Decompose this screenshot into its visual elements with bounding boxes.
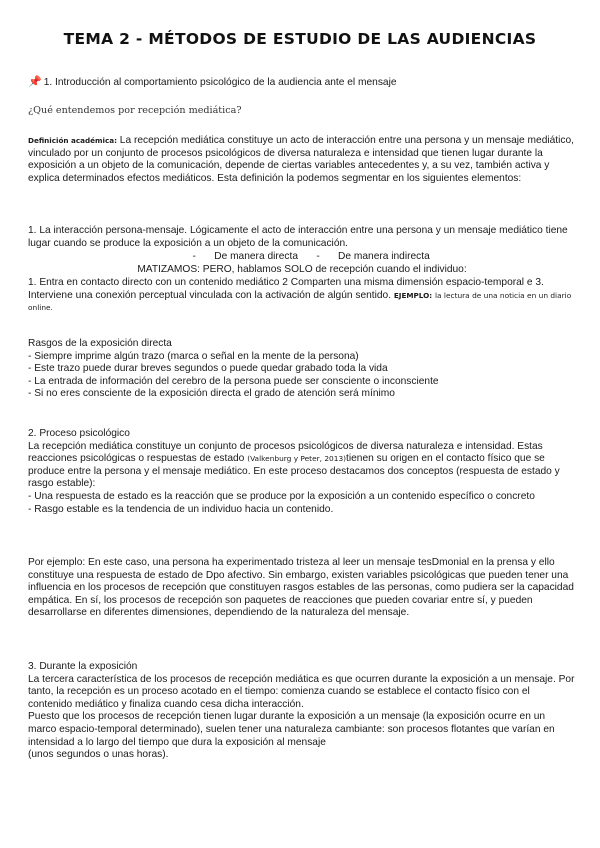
example-label: EJEMPLO: (393, 290, 433, 300)
list-item: - Siempre imprime algún trazo (marca o señal en la mente de la persona) (28, 350, 359, 362)
interaction-list: - De manera directa - De manera indirecta (192, 251, 430, 262)
conditions-text: 1. Entra en contacto directo con un contenido mediático 2 Comparten una misma dimensión espacio-temporal e 3. Interviene una conexión perceptual vinculada con la activación de algún sentido. (28, 277, 544, 301)
list-item: - Si no eres consciente de la exposición directa el grado de atención será mínimo (28, 388, 395, 400)
durante-section (28, 661, 576, 762)
list-item: - Una respuesta de estado es la reacción que se produce por la exposición a un contenido específico o concreto (28, 490, 535, 502)
rasgos-section (28, 338, 576, 401)
proceso-text-after: tienen su origen en el contacto físico que se produce entre la persona y el mensaje mediático. En este proceso destacamos dos conceptos (respuesta de estado y rasgo estable): (28, 453, 560, 490)
interaction-item-direct: De manera directa (214, 251, 299, 262)
proceso-citation: (Valkenburg y Peter, 2013) (247, 454, 347, 464)
rasgos-heading: Rasgos de la exposición directa (28, 338, 172, 349)
list-item: - La entrada de información del cerebro de la persona puede ser consciente o inconsciente (28, 375, 439, 387)
definition-paragraph (28, 135, 576, 185)
example-text: la lectura de una noticia en un diario online. (28, 290, 572, 313)
interaction-paragraph: 1. La interacción persona-mensaje. Lógicamente el acto de interacción entre una persona y un mensaje mediático tiene lugar cuando se produce la exposición a un objeto de la comunicación. (28, 225, 568, 249)
durante-paragraph-2: Puesto que los procesos de recepción tienen lugar durante la exposición a un mensaje (la exposición ocurre en un marco espacio-temporal determinado), suelen tener una naturaleza cambiante: son procesos flotantes que varían en intensidad a lo largo del tiempo que dura la exposición al mensaje (28, 711, 555, 748)
proceso-text-before: La recepción mediática constituye un conjunto de procesos psicológicos de diversa naturaleza e intensidad. Estas reacciones psicológicas o respuestas de estado (28, 440, 543, 465)
pushpin-icon: 📌 (28, 76, 42, 88)
proceso-section (28, 428, 576, 516)
question-line: ¿Qué entendemos por recepción mediática? (28, 105, 242, 116)
durante-heading: 3. Durante la exposición (28, 661, 138, 672)
matizamos-line: MATIZAMOS: PERO, hablamos SOLO de recepción cuando el individuo: (137, 264, 467, 275)
list-item: - Rasgo estable es la tendencia de un individuo hacia un contenido. (28, 503, 334, 515)
ejemplo-paragraph: Por ejemplo: En este caso, una persona ha experimentado tristeza al leer un mensaje tesDmonial en la prensa y ello constituye una respuesta de estado de Dpo afectivo. Sin embargo, existen variables psicológicas que pueden tener una influencia en los procesos de recepción que constituyen rasgos estables de las personas, como pudiera ser la capacidad empática. En sí, los procesos de recepción son paquetes de reacciones que pueden covariar entre sí, y pueden desarrollarse en diferentes dimensiones, dependiendo de la naturaleza del mensaje. (28, 557, 574, 619)
conditions-paragraph (28, 277, 576, 315)
definition-label: Definición académica: (28, 136, 117, 145)
list-item: - Este trazo puede durar breves segundos o puede quedar grabado toda la vida (28, 363, 388, 375)
proceso-paragraph (28, 441, 576, 491)
section-1-heading (28, 76, 576, 90)
durante-paragraph-1: La tercera característica de los procesos de recepción mediática es que ocurren durante la exposición a un mensaje. Por tanto, la recepción es un proceso acotado en el tiempo: comienza cuando se establece el contacto físico con el contenido mediático y finaliza cuando cesa dicha interacción. (28, 673, 575, 710)
section-1-heading-text: 1. Introducción al comportamiento psicológico de la audiencia ante el mensaje (43, 77, 397, 88)
interaction-item-indirect: De manera indirecta (338, 251, 430, 262)
proceso-heading: 2. Proceso psicológico (28, 428, 130, 439)
document-title: TEMA 2 - MÉTODOS DE ESTUDIO DE LAS AUDIENCIAS (63, 30, 537, 48)
durante-paragraph-3: (unos segundos o unas horas). (28, 749, 169, 761)
definition-text: La recepción mediática constituye un acto de interacción entre una persona y un mensaje mediático, vinculado por un conjunto de procesos psicológicos de diversa naturaleza e intensidad que tienen lugar durante la exposición a un objeto de la comunicación, depende de ciertas variables antecedentes y, a su vez, también activa y explica determinados efectos mediáticos. Esta definición la podemos segmentar en los siguientes elementos: (28, 135, 574, 184)
